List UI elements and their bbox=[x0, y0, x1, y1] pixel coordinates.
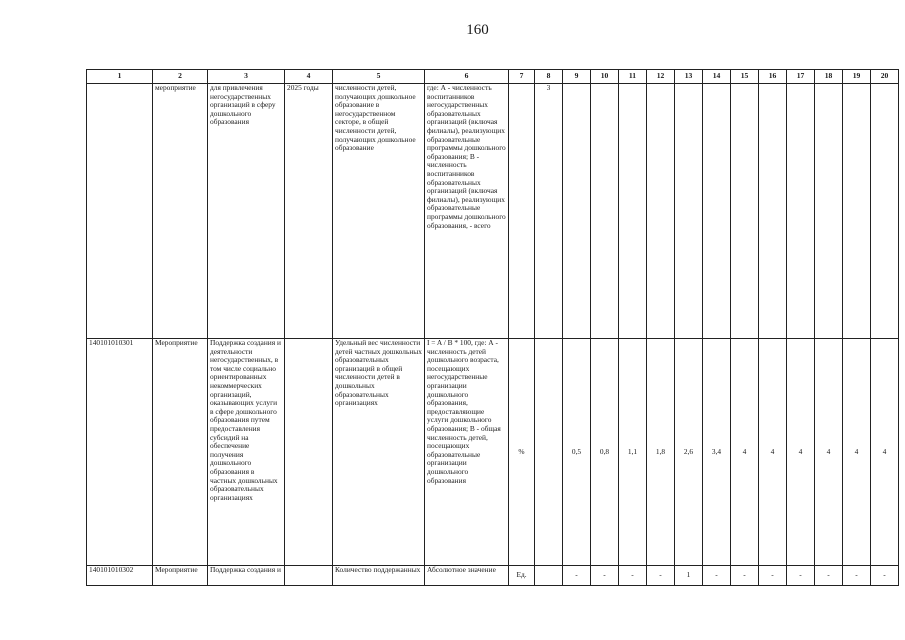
value-cell bbox=[703, 84, 731, 339]
indicator-cell: Удельный вес численности детей частных дошкольных образовательных организаций в общей численности детей в дошкольных образовательных организациях bbox=[333, 339, 425, 566]
indicator-cell: численности детей, получающих дошкольное образование в негосударственном секторе, в общей численности детей, получающих дошкольное образование bbox=[333, 84, 425, 339]
value-cell: - bbox=[787, 566, 815, 586]
header-cell: 13 bbox=[675, 70, 703, 84]
value-cell bbox=[815, 84, 843, 339]
value-cell: - bbox=[703, 566, 731, 586]
type-cell: Мероприятие bbox=[153, 339, 208, 566]
unit-cell: Ед. bbox=[509, 566, 535, 586]
method-cell: где: А - численность воспитанников негосударственных образовательных организаций (включая филиалы), реализующих образовательные программы дошкольного образования; В - численность воспитанников образовательных организаций (включая филиалы), реализующих образовательные программы дошкольного образования, - всего bbox=[425, 84, 509, 339]
value-cell bbox=[843, 84, 871, 339]
value-cell bbox=[871, 84, 899, 339]
table-row bbox=[87, 84, 899, 339]
header-cell: 2 bbox=[153, 70, 208, 84]
value-cell bbox=[535, 566, 563, 586]
header-cell: 17 bbox=[787, 70, 815, 84]
value-cell: - bbox=[815, 566, 843, 586]
value-cell: - bbox=[759, 566, 787, 586]
header-cell: 19 bbox=[843, 70, 871, 84]
value-cell: - bbox=[731, 566, 759, 586]
value-cell bbox=[591, 84, 619, 339]
value-cell: 0,5 bbox=[563, 339, 591, 566]
indicator-cell: Количество поддержанных bbox=[333, 566, 425, 586]
value-cell: - bbox=[871, 566, 899, 586]
value-cell: - bbox=[591, 566, 619, 586]
type-cell: Мероприятие bbox=[153, 566, 208, 586]
code-cell: 140101010302 bbox=[87, 566, 153, 586]
header-cell: 16 bbox=[759, 70, 787, 84]
header-cell: 1 bbox=[87, 70, 153, 84]
name-cell: для привлечения негосударственных организаций в сферу дошкольного образования bbox=[208, 84, 285, 339]
value-cell: - bbox=[619, 566, 647, 586]
value-cell: 1 bbox=[675, 566, 703, 586]
header-cell: 6 bbox=[425, 70, 509, 84]
value-cell bbox=[787, 84, 815, 339]
data-table bbox=[86, 69, 899, 586]
value-cell: 3,4 bbox=[703, 339, 731, 566]
header-cell: 20 bbox=[871, 70, 899, 84]
table-row bbox=[87, 566, 899, 586]
type-cell: мероприятие bbox=[153, 84, 208, 339]
name-cell: Поддержка создания и деятельности негосударственных, в том числе социально ориентированных некоммерческих организаций, оказывающих услуги в сфере дошкольного образования путем предоставления субсидий на обеспечение получения дошкольного образования в частных дошкольных образовательных организациях bbox=[208, 339, 285, 566]
name-cell: Поддержка создания и bbox=[208, 566, 285, 586]
header-cell: 8 bbox=[535, 70, 563, 84]
code-cell: 140101010301 bbox=[87, 339, 153, 566]
header-cell: 3 bbox=[208, 70, 285, 84]
period-cell: 2025 годы bbox=[285, 84, 333, 339]
value-cell: 4 bbox=[759, 339, 787, 566]
value-cell: 4 bbox=[787, 339, 815, 566]
value-cell bbox=[619, 84, 647, 339]
method-cell: Абсолютное значение bbox=[425, 566, 509, 586]
value-cell: 4 bbox=[731, 339, 759, 566]
unit-cell bbox=[509, 84, 535, 339]
header-cell: 14 bbox=[703, 70, 731, 84]
header-row bbox=[87, 70, 899, 84]
value-cell: - bbox=[647, 566, 675, 586]
value-cell bbox=[647, 84, 675, 339]
code-cell bbox=[87, 84, 153, 339]
value-cell: - bbox=[563, 566, 591, 586]
value-cell bbox=[675, 84, 703, 339]
method-cell: I = A / B * 100, где: А - численность детей дошкольного возраста, посещающих негосударственные организации дошкольного образования, предоставляющие услуги дошкольного образования; В - общая численность детей, посещающих образовательные организации дошкольного образования bbox=[425, 339, 509, 566]
period-cell bbox=[285, 566, 333, 586]
value-cell: 4 bbox=[815, 339, 843, 566]
value-cell bbox=[731, 84, 759, 339]
value-cell: - bbox=[843, 566, 871, 586]
header-cell: 11 bbox=[619, 70, 647, 84]
header-cell: 10 bbox=[591, 70, 619, 84]
header-cell: 7 bbox=[509, 70, 535, 84]
header-cell: 15 bbox=[731, 70, 759, 84]
unit-cell: % bbox=[509, 339, 535, 566]
value-cell: 1,8 bbox=[647, 339, 675, 566]
value-cell: 3 bbox=[535, 84, 563, 339]
page-number: 160 bbox=[466, 22, 489, 38]
value-cell: 4 bbox=[843, 339, 871, 566]
period-cell bbox=[285, 339, 333, 566]
value-cell: 4 bbox=[871, 339, 899, 566]
header-cell: 4 bbox=[285, 70, 333, 84]
value-cell: 0,8 bbox=[591, 339, 619, 566]
value-cell: 2,6 bbox=[675, 339, 703, 566]
header-cell: 5 bbox=[333, 70, 425, 84]
value-cell bbox=[535, 339, 563, 566]
header-cell: 18 bbox=[815, 70, 843, 84]
value-cell: 1,1 bbox=[619, 339, 647, 566]
header-cell: 9 bbox=[563, 70, 591, 84]
table-row bbox=[87, 339, 899, 566]
header-cell: 12 bbox=[647, 70, 675, 84]
value-cell bbox=[759, 84, 787, 339]
value-cell bbox=[563, 84, 591, 339]
